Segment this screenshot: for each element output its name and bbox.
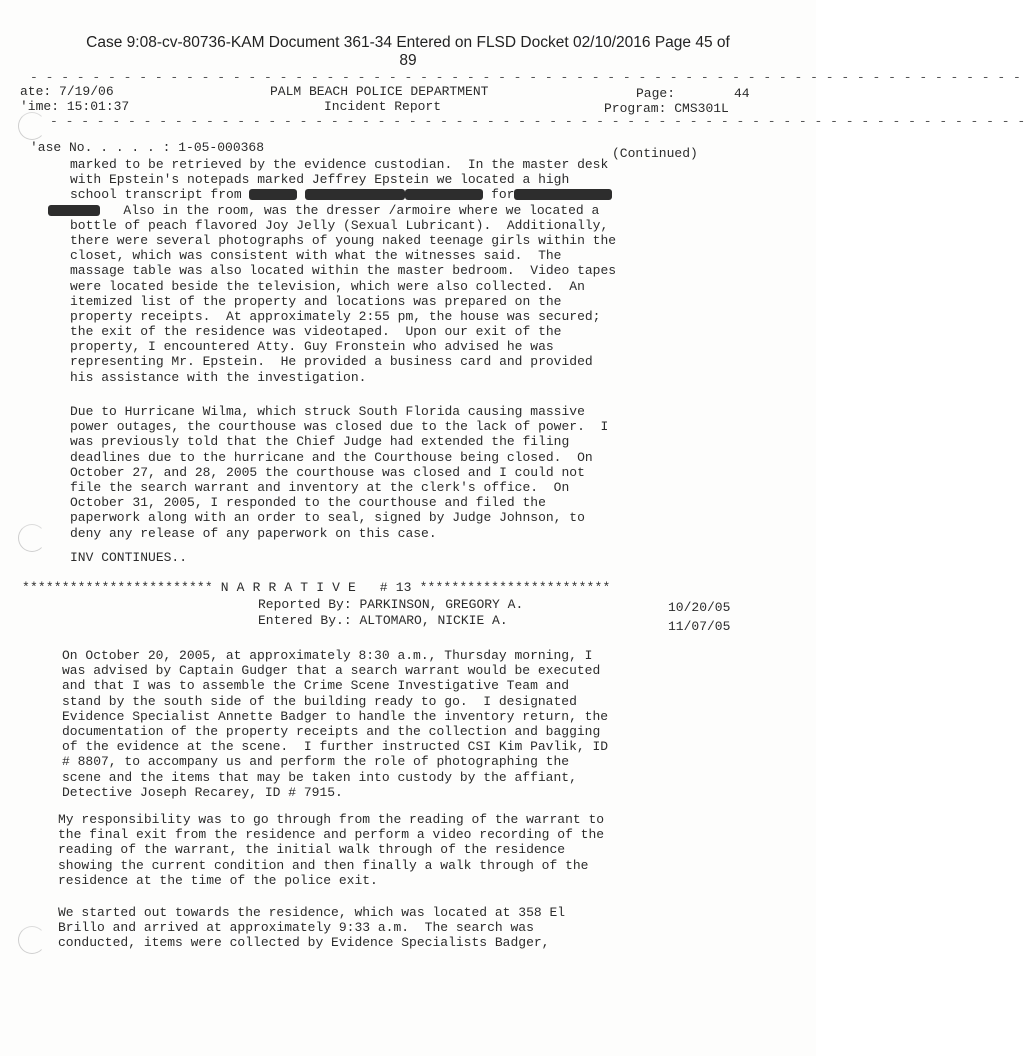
text-line: the exit of the residence was videotaped. Upon our exit of the	[70, 324, 562, 340]
text-line	[70, 187, 750, 202]
text-line: My responsibility was to go through from the reading of the warrant to	[58, 812, 605, 827]
punch-hole-bottom	[18, 926, 46, 954]
text-line: showing the current condition and then finally a walk through of the	[58, 857, 589, 873]
redaction-block	[249, 189, 297, 200]
text-line: October 31, 2005, I responded to the courthouse and filed the	[70, 495, 546, 511]
text-line: Brillo and arrived at approximately 9:33 a.m. The search was	[58, 920, 534, 936]
time-label: 'ime:	[20, 99, 60, 114]
header-rule-bottom: - - - - - - - - - - - - - - - - - - - - - - - - - - - - - - - - - - - - - - - - - - - - - - - - - - - - - - - - - - - - - - -	[50, 114, 1025, 129]
text-line: file the search warrant and inventory at the clerk's office. On	[70, 479, 570, 495]
text-line: conducted, items were collected by Evidence Specialists Badger,	[58, 935, 550, 951]
text-line: On October 20, 2005, at approximately 8:30 a.m., Thursday morning, I	[62, 648, 593, 663]
inv-continues: INV CONTINUES..	[70, 550, 188, 565]
date-label: ate:	[20, 84, 52, 99]
narrative-banner: ************************ N A R R A T I V E # 13 ************************	[22, 580, 611, 595]
header-rule-top: - - - - - - - - - - - - - - - - - - - - - - - - - - - - - - - - - - - - - - - - - - - - - - - - - - - - - - - - - - - - - - - -	[30, 70, 1021, 85]
paragraph-evidence	[70, 157, 750, 385]
text-line: stand by the south side of the building ready to go. I designated	[62, 693, 577, 709]
text-line: property, I encountered Atty. Guy Fronstein who advised he was	[70, 339, 554, 355]
text-line: his assistance with the investigation.	[70, 369, 367, 385]
redaction-block	[405, 189, 483, 200]
punch-hole-middle	[18, 524, 46, 552]
text-line: power outages, the courthouse was closed due to the lack of power. I	[70, 419, 609, 435]
text-fragment: for	[491, 187, 515, 203]
text-line: deadlines due to the hurricane and the Courthouse being closed. On	[70, 449, 593, 465]
program-label: Program:	[604, 101, 667, 116]
text-line: documentation of the property receipts and the collection and bagging	[62, 723, 601, 739]
text-line: property receipts. At approximately 2:55 pm, the house was secured;	[70, 308, 601, 324]
text-line: scene and the items that may be taken into custody by the affiant,	[62, 769, 577, 785]
text-line: deny any release of any paperwork on this case.	[70, 525, 437, 541]
reported-by	[258, 597, 523, 612]
time-value: 15:01:37	[66, 99, 130, 114]
text-line: was previously told that the Chief Judge had extended the filing	[70, 434, 570, 450]
entered-by-label: Entered By.:	[258, 613, 352, 628]
redaction-block	[514, 189, 612, 200]
redaction-block	[48, 205, 100, 216]
case-number: 'ase No. . . . . : 1-05-000368	[30, 140, 265, 155]
text-line: reading of the warrant, the initial walk through of the residence	[58, 842, 566, 858]
text-line	[70, 203, 750, 218]
reported-date: 10/20/05	[668, 600, 731, 615]
filing-header-line1: Case 9:08-cv-80736-KAM Document 361-34 Entered on FLSD Docket 02/10/2016 Page 45 of	[86, 34, 730, 51]
text-line: were located beside the television, which were also collected. An	[70, 278, 585, 294]
text-line: We started out towards the residence, which was located at 358 El	[58, 905, 566, 920]
entered-by-name: ALTOMARO, NICKIE A.	[359, 613, 508, 628]
redaction-block	[305, 189, 405, 200]
text-line: Detective Joseph Recarey, ID # 7915.	[62, 784, 343, 800]
report-title: Incident Report	[324, 99, 442, 114]
date-field	[20, 84, 114, 99]
entered-by	[258, 613, 508, 628]
reported-by-label: Reported By:	[258, 597, 352, 612]
text-line: residence at the time of the police exit.	[58, 872, 378, 888]
page-number: 44	[734, 86, 750, 101]
text-line: massage table was also located within the master bedroom. Video tapes	[70, 263, 617, 279]
text-line: bottle of peach flavored Joy Jelly (Sexual Lubricant). Additionally,	[70, 217, 609, 233]
text-line: of the evidence at the scene. I further instructed CSI Kim Pavlik, ID	[62, 739, 609, 755]
text-line: was advised by Captain Gudger that a search warrant would be executed	[62, 663, 601, 679]
text-line: # 8807, to accompany us and perform the role of photographing the	[62, 754, 570, 770]
text-line: paperwork along with an order to seal, signed by Judge Johnson, to	[70, 510, 585, 526]
paragraph-hurricane	[70, 404, 750, 541]
paragraph-assignment	[62, 648, 742, 800]
text-line: with Epstein's notepads marked Jeffrey Epstein we located a high	[70, 172, 570, 188]
continued-label: (Continued)	[612, 146, 698, 161]
text-fragment: school transcript from	[70, 187, 242, 203]
reported-by-name: PARKINSON, GREGORY A.	[359, 597, 524, 612]
filing-header-line2: 89	[399, 52, 417, 69]
page-label: Page:	[636, 86, 676, 101]
paragraph-responsibility	[58, 812, 738, 888]
entered-date: 11/07/05	[668, 619, 731, 634]
text-line: representing Mr. Epstein. He provided a business card and provided	[70, 354, 593, 370]
text-line: the final exit from the residence and perform a video recording of the	[58, 827, 605, 843]
department-name: PALM BEACH POLICE DEPARTMENT	[270, 84, 489, 99]
program-value: CMS301L	[674, 101, 729, 116]
text-line: and that I was to assemble the Crime Scene Investigative Team and	[62, 678, 570, 694]
text-line: Due to Hurricane Wilma, which struck South Florida causing massive	[70, 404, 585, 419]
text-fragment: Also in the room, was the dresser /armoire where we located a	[123, 202, 600, 218]
date-value: 7/19/06	[59, 84, 114, 99]
punch-hole-top	[18, 112, 46, 140]
text-line: closet, which was consistent with what the witnesses said. The	[70, 248, 562, 264]
paragraph-arrival	[58, 905, 738, 951]
text-line: itemized list of the property and locations was prepared on the	[70, 293, 562, 309]
text-line: marked to be retrieved by the evidence custodian. In the master desk	[70, 157, 609, 172]
text-line: there were several photographs of young naked teenage girls within the	[70, 232, 617, 248]
text-line: October 27, and 28, 2005 the courthouse was closed and I could not	[70, 464, 585, 480]
text-line: Evidence Specialist Annette Badger to handle the inventory return, the	[62, 708, 609, 724]
